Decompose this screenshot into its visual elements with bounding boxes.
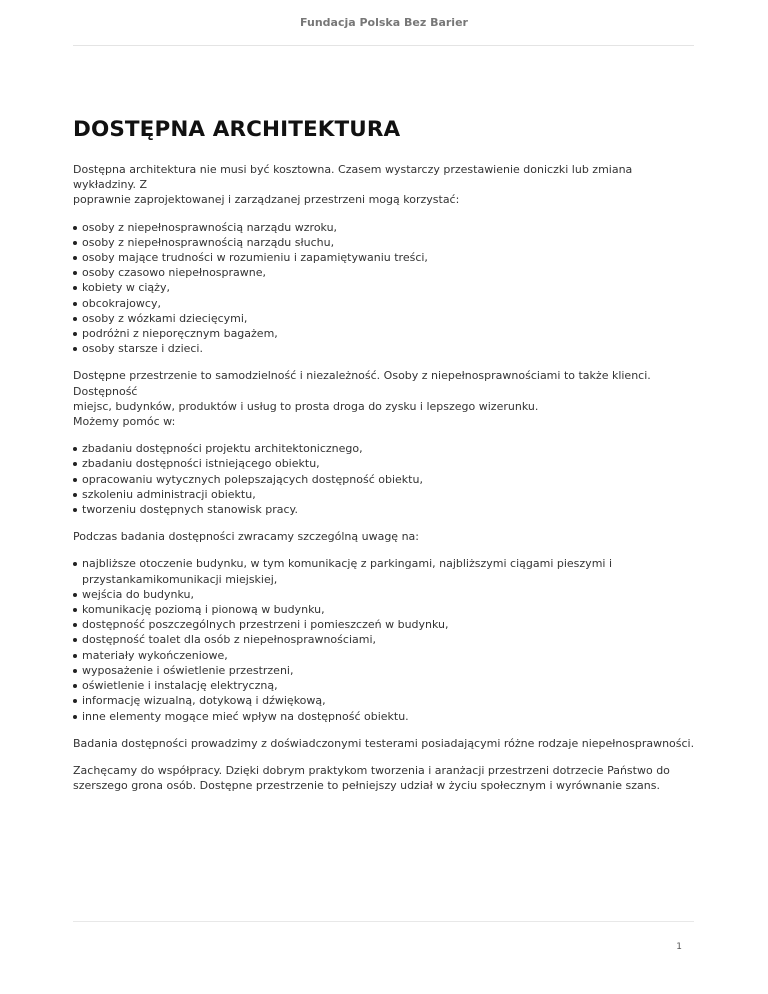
list-item xyxy=(73,250,695,265)
bullet-icon xyxy=(73,593,77,597)
bullet-icon xyxy=(73,638,77,642)
list-item xyxy=(73,341,695,356)
bullet-icon xyxy=(73,241,77,245)
list-item-text: najbliższe otoczenie budynku, w tym komunikację z parkingami, najbliższymi ciągami pieszymi i przystankami xyxy=(82,557,613,586)
list-item xyxy=(73,441,695,456)
bullet-icon xyxy=(73,562,77,566)
independence-line: miejsc, budynków, produktów i usług to prosta droga do zysku i lepszego wizerunku. xyxy=(73,399,539,413)
list-item-text: zbadaniu dostępności istniejącego obiektu, xyxy=(82,457,320,471)
list-item-text: osoby czasowo niepełnosprawne, xyxy=(82,266,267,280)
list-item xyxy=(73,617,695,632)
bullet-icon xyxy=(73,715,77,719)
bullet-icon xyxy=(73,508,77,512)
bullet-icon xyxy=(73,302,77,306)
list-item-text: dostępność poszczególnych przestrzeni i pomieszczeń w budynku, xyxy=(82,618,449,632)
bullet-icon xyxy=(73,623,77,627)
intro-paragraph xyxy=(73,162,695,208)
services-list xyxy=(73,441,695,517)
list-item xyxy=(73,693,695,708)
site-title: Fundacja Polska Bez Barier xyxy=(300,16,468,29)
list-item xyxy=(73,556,695,586)
list-item-text: podróżni z nieporęcznym bagażem, xyxy=(82,327,278,341)
list-item xyxy=(73,220,695,235)
list-item xyxy=(73,472,695,487)
list-item-text: tworzeniu dostępnych stanowisk pracy. xyxy=(82,503,298,517)
bullet-icon xyxy=(73,478,77,482)
bullet-icon xyxy=(73,256,77,260)
list-item xyxy=(73,265,695,280)
footer-divider xyxy=(73,921,694,922)
closing-line: Zachęcamy do współpracy. Dzięki dobrym praktykom tworzenia i aranżacji przestrzeni dotrzecie Państwo do xyxy=(73,763,670,777)
article xyxy=(73,117,695,805)
header-divider xyxy=(73,45,694,46)
bullet-icon xyxy=(73,462,77,466)
bullet-icon xyxy=(73,226,77,230)
list-item-text: materiały wykończeniowe, xyxy=(82,648,228,662)
list-item xyxy=(73,326,695,341)
list-item xyxy=(73,709,695,724)
page-header xyxy=(0,0,768,46)
closing-line: szerszego grona osób. Dostępne przestrzenie to pełniejszy udział w życiu społecznym i wyrównanie szans. xyxy=(73,779,660,793)
audit-list xyxy=(73,556,695,723)
intro-line: poprawnie zaprojektowanej i zarządzanej przestrzeni mogą korzystać: xyxy=(73,193,460,207)
list-item xyxy=(73,632,695,647)
bullet-icon xyxy=(73,332,77,336)
testers-paragraph: Badania dostępności prowadzimy z doświadczonymi testerami posiadającymi różne rodzaje niepełnosprawności. xyxy=(73,736,695,750)
audit-intro-paragraph: Podczas badania dostępności zwracamy szczególną uwagę na: xyxy=(73,530,419,544)
page-title: DOSTĘPNA ARCHITEKTURA xyxy=(73,117,401,142)
list-item xyxy=(73,587,695,602)
list-item-text: osoby z niepełnosprawnością narządu słuchu, xyxy=(82,235,335,249)
list-item xyxy=(73,235,695,250)
list-item xyxy=(73,678,695,693)
bullet-icon xyxy=(73,317,77,321)
list-item xyxy=(73,487,695,502)
list-item xyxy=(73,502,695,517)
list-item-text: zbadaniu dostępności projektu architektonicznego, xyxy=(82,442,363,456)
bullet-icon xyxy=(73,271,77,275)
beneficiaries-list xyxy=(73,220,695,357)
bullet-icon xyxy=(73,347,77,351)
independence-line: Dostępne przestrzenie to samodzielność i niezależność. Osoby z niepełnosprawnościami to także klienci. Dostępność xyxy=(73,369,651,398)
independence-paragraph xyxy=(73,368,695,429)
list-item xyxy=(73,648,695,663)
list-item xyxy=(73,280,695,295)
list-item-text: kobiety w ciąży, xyxy=(82,281,170,295)
bullet-icon xyxy=(73,493,77,497)
intro-line: Dostępna architektura nie musi być kosztowna. Czasem wystarczy przestawienie doniczki lub zmiana wykładziny. Z xyxy=(73,163,633,192)
list-item xyxy=(73,663,695,678)
bullet-icon xyxy=(73,286,77,290)
list-item xyxy=(73,311,695,326)
list-item xyxy=(73,296,695,311)
list-item-text: dostępność toalet dla osób z niepełnosprawnościami, xyxy=(82,633,377,647)
list-item-text: wyposażenie i oświetlenie przestrzeni, xyxy=(82,663,294,677)
list-item-text: szkoleniu administracji obiektu, xyxy=(82,487,256,501)
list-item-text: wejścia do budynku, xyxy=(82,587,195,601)
list-item-text: osoby z niepełnosprawnością narządu wzroku, xyxy=(82,220,338,234)
independence-line: Możemy pomóc w: xyxy=(73,415,176,429)
closing-paragraph xyxy=(73,763,695,793)
page-number: 1 xyxy=(676,942,682,952)
list-item-text: osoby mające trudności w rozumieniu i zapamiętywaniu treści, xyxy=(82,251,428,265)
list-item-text: informację wizualną, dotykową i dźwiękową, xyxy=(82,694,326,708)
bullet-icon xyxy=(73,699,77,703)
list-item-text: obcokrajowcy, xyxy=(82,296,161,310)
bullet-icon xyxy=(73,684,77,688)
bullet-icon xyxy=(73,669,77,673)
list-item xyxy=(73,602,695,617)
list-item-text-continued: komunikacji miejskiej, xyxy=(156,572,278,586)
list-item-text: opracowaniu wytycznych polepszających dostępność obiektu, xyxy=(82,472,423,486)
list-item xyxy=(73,456,695,471)
bullet-icon xyxy=(73,608,77,612)
bullet-icon xyxy=(73,654,77,658)
list-item-text: osoby starsze i dzieci. xyxy=(82,342,203,356)
list-item-text: osoby z wózkami dziecięcymi, xyxy=(82,311,248,325)
list-item-text: inne elementy mogące mieć wpływ na dostępność obiektu. xyxy=(82,709,409,723)
bullet-icon xyxy=(73,447,77,451)
list-item-text: komunikację poziomą i pionową w budynku, xyxy=(82,603,325,617)
list-item-text: oświetlenie i instalację elektryczną, xyxy=(82,679,278,693)
